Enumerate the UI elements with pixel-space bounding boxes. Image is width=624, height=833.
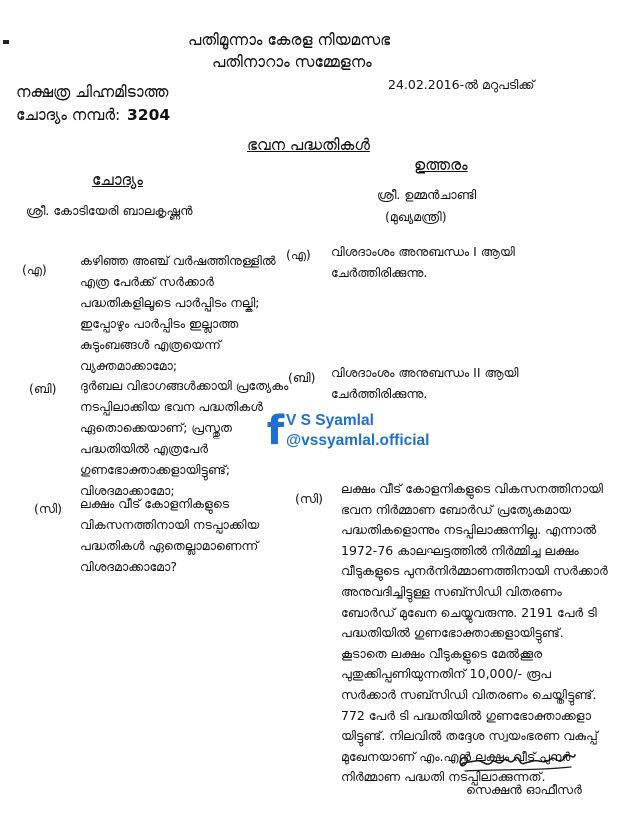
question-a-line: പദ്ധതികളിലൂടെ പാർപ്പിടം നല്കി; (80, 295, 260, 310)
answer-c-line: ബോർഡ് മുഖേന ചെയ്യുവരുന്നു. 2191 പേർ ടി (341, 604, 597, 620)
question-b-line: വിശദമാക്കാമോ; (80, 483, 175, 498)
question-b-line: ഏതൊക്കെയാണ്; പ്രസ്തുത (80, 420, 232, 435)
member-name: ശ്രീ. കോടിയേരി ബാലകൃഷ്ണൻ (26, 203, 193, 218)
answer-c-line: പദ്ധതികളൊന്നും നടപ്പിലാക്കുന്നില്ല. എന്നാൽ (341, 522, 597, 538)
question-label-b: (ബി) (29, 381, 57, 396)
question-c-line: പദ്ധതികൾ ഏതെല്ലാമാണെന്ന് (80, 538, 259, 553)
subject-title: ഭവന പദ്ധതികൾ (247, 136, 370, 154)
answer-c-line: നിർമ്മാണ പദ്ധതി നടപ്പിലാക്കുന്നത്. (341, 769, 546, 785)
question-text-b (80, 375, 288, 501)
answer-b-line: ചേർത്തിരിക്കുന്നു. (331, 386, 428, 401)
answer-text-c (341, 479, 608, 788)
answer-a-line: വിശദാംശം അനുബന്ധം I ആയി (331, 244, 515, 259)
answer-heading: ഉത്തരം (414, 156, 468, 174)
question-a-line: എത്ര പേർക്ക് സർക്കാർ (80, 274, 214, 289)
answer-c-line: കൂടാതെ ലക്ഷം വീടുകളുടെ മേൽക്കൂര (341, 645, 543, 661)
question-b-line: പദ്ധതിയിൽ എത്രപേർ (80, 441, 208, 456)
answer-b-line: വിശദാംശം അനുബന്ധം II ആയി (331, 365, 519, 380)
question-c-line: വിശദമാക്കാമോ? (80, 559, 177, 574)
question-a-line: കഴിഞ്ഞ അഞ്ച് വർഷത്തിനുള്ളിൽ (80, 253, 276, 268)
answer-c-line: അനുവദിച്ചിട്ടുള്ള സബ്സിഡി വിതരണം (341, 583, 562, 599)
question-type: നക്ഷത്ര ചിഹ്നമിടാത്ത (16, 83, 169, 101)
question-label-a: (എ) (22, 262, 47, 277)
watermark-handle: @vssyamlal.official (286, 432, 430, 449)
answer-c-line: ലക്ഷം വീട് കോളനികളുടെ വികസനത്തിനായി (341, 481, 604, 496)
signature-scribble (455, 745, 580, 777)
reply-date: 24.02.2016-ൽ മറുപടിക്ക് (388, 77, 535, 92)
answer-c-line: 1972-76 കാലഘട്ടത്തിൽ നിർമ്മിച്ച ലക്ഷം (341, 542, 579, 558)
watermark-name: V S Syamlal (286, 412, 374, 429)
question-c-line: വികസനത്തിനായി നടപ്പാക്കിയ (80, 517, 260, 532)
answer-label-c: (സി) (295, 491, 323, 506)
assembly-title: പതിമൂന്നാം കേരള നിയമസഭ (188, 31, 391, 49)
answer-text-b (331, 362, 519, 404)
minister-designation: (മുഖ്യമന്ത്രി) (385, 209, 447, 224)
answer-c-line: പദ്ധതിയിൽ ഗുണഭോക്താക്കളായിട്ടുണ്ട്. (341, 625, 564, 641)
question-b-line: ഗുണഭോക്താക്കളായിട്ടുണ്ട്; (80, 462, 231, 477)
session-title: പതിനാറാം സമ്മേളനം (212, 53, 372, 71)
question-b-line: നടപ്പിലാക്കിയ ഭവന പദ്ധതികൾ (80, 399, 263, 414)
question-c-line: ലക്ഷം വീട് കോളനികളുടെ (80, 496, 230, 511)
answer-c-line: വീടുകളുടെ പുനർനിർമ്മാണത്തിനായി സർക്കാർ (341, 563, 608, 579)
answer-c-line: പുതുക്കിപ്പണിയുന്നതിന് 10,000/- രൂപ (341, 666, 551, 682)
answer-a-line: ചേർത്തിരിക്കുന്നു. (331, 265, 428, 280)
answer-c-line: യിട്ടുണ്ട്. നിലവിൽ തദ്ദേശ സ്വയംഭരണ വകുപ്പ് (341, 728, 598, 744)
answer-text-a (331, 241, 515, 283)
question-b-line: ദുർബല വിഭാഗങ്ങൾക്കായി പ്രത്യേകം (80, 378, 289, 393)
answer-c-line: 772 പേർ ടി പദ്ധതിയിൽ ഗുണഭോക്താക്കളാ (341, 707, 591, 723)
facebook-icon: f (266, 408, 285, 454)
question-text-c (80, 493, 259, 577)
minister-name: ശ്രീ. ഉമ്മൻചാണ്ടി (377, 187, 477, 202)
question-a-line: വ്യക്തമാക്കാമോ; (80, 358, 178, 373)
answer-c-line: ഭവന നിർമ്മാണ ബോർഡ് പ്രത്യേകമായ (341, 501, 572, 517)
answer-label-b: (ബി) (288, 370, 316, 385)
signatory-designation: സെക്ഷൻ ഓഫീസർ (466, 782, 582, 797)
question-label-c: (സി) (34, 501, 62, 516)
question-a-line: ഇപ്പോഴും പാർപ്പിടം ഇല്ലാത്ത (80, 316, 239, 331)
question-number-label: ചോദ്യം നമ്പർ: (16, 106, 121, 124)
question-heading: ചോദ്യം (92, 171, 143, 189)
answer-c-line: മുഖേനയാണ് എം.എൻ ലക്ഷം വീട് പുനർ (341, 748, 571, 764)
question-a-line: കുടുംബങ്ങൾ എത്രയെന്ന് (80, 337, 221, 352)
question-text-a (80, 250, 276, 376)
answer-c-line: സർക്കാർ സബ്സിഡി വിതരണം ചെയ്തിട്ടുണ്ട്. (341, 686, 597, 702)
scan-mark (3, 40, 9, 44)
answer-label-a: (എ) (286, 247, 311, 262)
question-number: 3204 (127, 106, 171, 124)
